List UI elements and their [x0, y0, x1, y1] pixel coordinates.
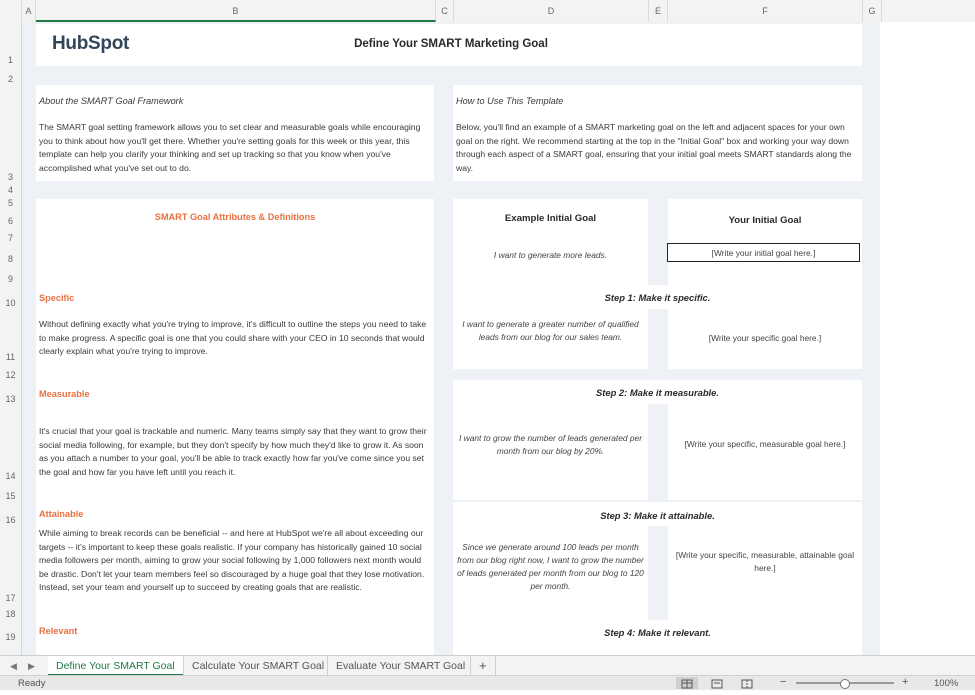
status-ready: Ready — [18, 678, 46, 689]
about-heading: About the SMART Goal Framework — [39, 96, 184, 106]
column-header-d[interactable]: D — [454, 0, 649, 22]
attainable-body: While aiming to break records can be beneficial -- and here at HubSpot we're all about exceeding our targets -- it's important to keep these goals realistic. If your company has historically gained 10 social media followers per month, aiming to grow your social following by 1,000 followers next month would be drastic. Don't let your team members feel so discouraged by a huge goal that they lose motivation. Instead, set your team and yourself up to succeed by creating goals that are realistic. — [39, 528, 425, 593]
row-header[interactable]: 5 — [7, 198, 13, 208]
step3-row — [453, 502, 862, 526]
your-attainable-goal-input[interactable]: [Write your specific, measurable, attainable goal here.] — [675, 550, 855, 573]
sheet-tab-bar — [0, 655, 975, 676]
step3-label: Step 3: Make it attainable. — [600, 510, 715, 521]
attributes-heading: SMART Goal Attributes & Definitions — [154, 212, 316, 222]
tab-calculate-smart-goal[interactable]: Calculate Your SMART Goal — [183, 656, 332, 676]
row-header[interactable]: 10 — [5, 298, 16, 308]
page-title: Define Your SMART Marketing Goal — [354, 38, 548, 50]
column-header-e[interactable]: E — [649, 0, 668, 22]
measurable-body: It's crucial that your goal is trackable and numeric. Many teams simply say that they want to grow their social media following, for example, but they don't specify by how much they'd like to grow it. As soon as you attach a number to your goal, you'll be able to track exactly how far you've come since you set the goal and how far you have left until you reach it. — [39, 426, 427, 477]
howto-heading: How to Use This Template — [456, 96, 564, 106]
zoom-slider[interactable] — [796, 682, 894, 684]
title-card — [36, 24, 862, 66]
row-header[interactable]: 3 — [7, 172, 13, 182]
relevant-title: Relevant — [39, 626, 78, 636]
your-attainable-card[interactable] — [668, 526, 862, 620]
example-specific-card — [453, 309, 648, 369]
column-header-f[interactable]: F — [668, 0, 863, 22]
example-measurable-goal: I want to grow the number of leads generated per month from our blog by 20%. — [459, 433, 642, 456]
row-header[interactable]: 18 — [5, 609, 16, 619]
example-initial-card — [453, 199, 648, 285]
attainable-title: Attainable — [39, 509, 84, 519]
row-header[interactable]: 19 — [5, 632, 16, 642]
howto-card — [453, 85, 862, 181]
empty-sheet-area[interactable] — [880, 22, 975, 655]
example-specific-goal: I want to generate a greater number of qualified leads from our blog for our sales team. — [462, 319, 639, 342]
hubspot-logo: HubSpot — [52, 33, 130, 54]
step1-label: Step 1: Make it specific. — [604, 292, 711, 303]
status-bar — [0, 675, 975, 690]
your-initial-goal-input[interactable]: [Write your initial goal here.] — [667, 243, 860, 262]
page-break-view-icon[interactable] — [736, 677, 758, 689]
your-measurable-goal-input[interactable]: [Write your specific, measurable goal here.] — [684, 439, 846, 449]
page-layout-view-icon[interactable] — [706, 677, 728, 689]
zoom-in-button[interactable]: + — [902, 676, 909, 688]
example-heading: Example Initial Goal — [504, 213, 597, 224]
specific-title: Specific — [39, 293, 75, 303]
step4-label: Step 4: Make it relevant. — [604, 627, 711, 638]
column-header-g[interactable]: G — [863, 0, 882, 22]
row-header[interactable]: 6 — [7, 216, 13, 226]
row-header[interactable]: 12 — [5, 370, 16, 380]
row-header[interactable]: 13 — [5, 394, 16, 404]
row-header-column — [0, 22, 22, 655]
row-header[interactable]: 9 — [7, 274, 13, 284]
row-header[interactable]: 17 — [5, 593, 16, 603]
column-header-b[interactable]: B — [36, 0, 436, 22]
row-header[interactable]: 16 — [5, 515, 16, 525]
row-header[interactable]: 11 — [5, 352, 16, 362]
example-measurable-card — [453, 404, 648, 500]
your-measurable-card[interactable] — [668, 404, 862, 500]
column-header-c[interactable]: C — [436, 0, 454, 22]
column-header-a[interactable]: A — [22, 0, 36, 22]
your-specific-goal-input[interactable]: [Write your specific goal here.] — [708, 333, 822, 343]
tab-define-smart-goal[interactable]: Define Your SMART Goal — [48, 656, 183, 676]
row-header[interactable]: 14 — [5, 471, 16, 481]
row-header[interactable]: 8 — [7, 254, 13, 264]
your-heading: Your Initial Goal — [728, 215, 802, 226]
select-all-corner[interactable] — [0, 0, 22, 22]
measurable-title: Measurable — [39, 389, 90, 399]
your-initial-card — [668, 199, 862, 285]
specific-body: Without defining exactly what you're trying to improve, it's difficult to outline the steps you need to take to make progress. A specific goal is one that you could share with your CEO in 10 seconds that would clearly explain what you're trying to improve. — [39, 319, 427, 357]
about-body: The SMART goal setting framework allows you to set clear and measurable goals while encouraging you to think about how you'll get there. Whether you're setting goals for this week or this year, this template can help you clarify your thinking and set up tracking so that you know when you've accomplished what you've set out to do. — [39, 122, 421, 173]
about-card — [36, 85, 434, 181]
row-header[interactable]: 2 — [7, 74, 13, 84]
step4-row — [453, 620, 862, 655]
row-header[interactable]: 4 — [7, 185, 13, 195]
add-sheet-button[interactable]: + — [470, 656, 496, 676]
normal-view-icon[interactable] — [676, 677, 698, 689]
column-header-bar — [0, 0, 975, 23]
attributes-card — [36, 199, 434, 655]
row-header[interactable]: 15 — [5, 491, 16, 501]
your-specific-card[interactable] — [668, 309, 862, 369]
row-header[interactable]: 1 — [7, 55, 13, 65]
tab-evaluate-smart-goal[interactable]: Evaluate Your SMART Goal — [327, 656, 473, 676]
zoom-slider-thumb[interactable] — [840, 679, 850, 689]
howto-body: Below, you'll find an example of a SMART marketing goal on the left and adjacent spaces for your own goal on the right. We recommend starting at the top in the "Initial Goal" box and working your way down through each aspect of a SMART goal, ensuring that your initial goal meets SMART standards along the way. — [456, 122, 852, 173]
zoom-out-button[interactable]: − — [780, 676, 787, 688]
zoom-level[interactable]: 100% — [934, 678, 959, 689]
step2-label: Step 2: Make it measurable. — [596, 387, 719, 398]
tab-scroll-right-icon[interactable]: ▶ — [28, 661, 35, 671]
step1-row — [453, 285, 862, 309]
example-attainable-goal: Since we generate around 100 leads per month from our blog right now, I want to grow the number of leads generated per month from our blog to 120 per month. — [457, 542, 644, 591]
row-header[interactable]: 7 — [7, 233, 13, 243]
spreadsheet-grid[interactable] — [22, 22, 880, 655]
example-attainable-card — [453, 526, 648, 620]
step2-row — [453, 380, 862, 404]
tab-scroll-left-icon[interactable]: ◀ — [10, 661, 17, 671]
example-initial-goal: I want to generate more leads. — [493, 250, 608, 260]
